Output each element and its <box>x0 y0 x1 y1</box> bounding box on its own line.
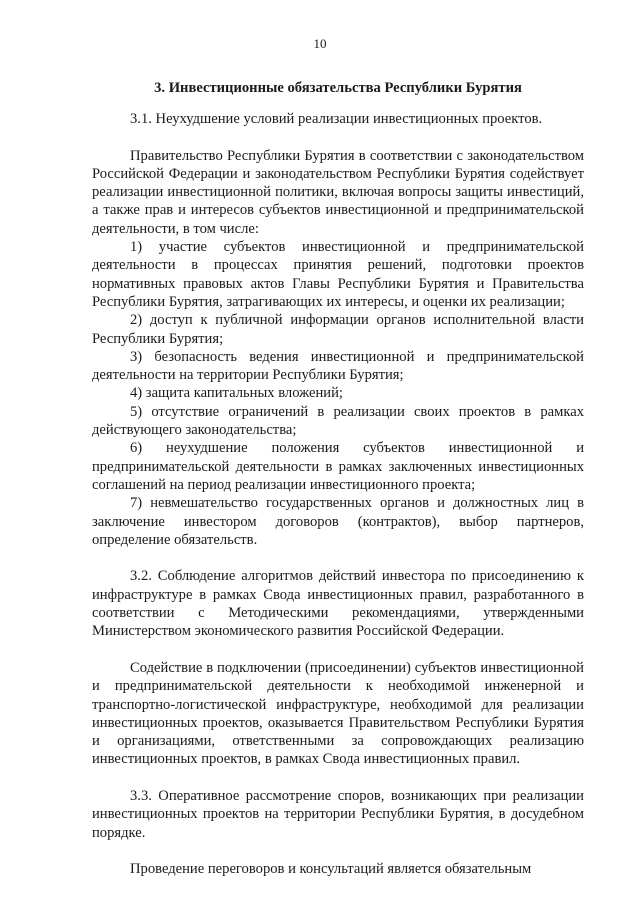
list-item-6: 6) неухудшение положения субъектов инвестиционной и предпринимательской деятельности в рамках заключенных инвестиционных соглашений на период реализации инвестиционного проекта; <box>92 440 584 493</box>
section-title: 3. Инвестиционные обязательства Республики Бурятия <box>154 80 522 96</box>
list-item-4: 4) защита капитальных вложений; <box>130 385 343 402</box>
paragraph-infrastructure-support: Содействие в подключении (присоединении) субъектов инвестиционной и предпринимательской деятельности к необходимой инженерной и транспортно-логистической инфраструктуре, необходимой для реализации инвестиционных проектов, оказывается Правительством Республики Бурятия и организациями, ответственными за сопровождающих реализацию инвестиционных проектов, в рамках Свода инвестиционных правил. <box>92 659 584 768</box>
list-item-5: 5) отсутствие ограничений в реализации своих проектов в рамках действующего законодательства; <box>92 403 584 439</box>
list-item-2: 2) доступ к публичной информации органов исполнительной власти Республики Бурятия; <box>92 312 584 347</box>
paragraph-3-2: 3.2. Соблюдение алгоритмов действий инвестора по присоединению к инфраструктуре в рамках Свода инвестиционных правил, разработанного в соответствии с Методическими рекомендациями, утвержденными Министерством экономического развития Российской Федерации. <box>92 568 584 640</box>
list-item-7: 7) невмешательство государственных органов и должностных лиц в заключение инвестором договоров (контрактов), выбор партнеров, определение обязательств. <box>92 495 584 548</box>
page-number: 10 <box>313 36 327 51</box>
paragraph-government-support: Правительство Республики Бурятия в соответствии с законодательством Российской Федерации и законодательством Республики Бурятия содействует реализации инвестиционной политики, включая вопросы защиты инвестиций, а также прав и интересов субъектов инвестиционной и предпринимательской деятельности, в том числе: <box>92 147 584 237</box>
document-body <box>92 110 584 878</box>
paragraph-3-1: 3.1. Неухудшение условий реализации инвестиционных проектов. <box>130 111 543 127</box>
paragraph-3-3: 3.3. Оперативное рассмотрение споров, возникающих при реализации инвестиционных проектов на территории Республики Бурятия, в досудебном порядке. <box>92 787 584 841</box>
paragraph-negotiations: Проведение переговоров и консультаций является обязательным <box>130 861 532 878</box>
list-item-1: 1) участие субъектов инвестиционной и предпринимательской деятельности в процессах принятия решений, подготовки проектов нормативных правовых актов Главы Республики Бурятия и Правительства Республики Бурятия, затрагивающих их интересы, и оценки их реализации; <box>92 239 584 310</box>
list-item-3: 3) безопасность ведения инвестиционной и предпринимательской деятельности на территории Республики Бурятия; <box>92 348 584 384</box>
